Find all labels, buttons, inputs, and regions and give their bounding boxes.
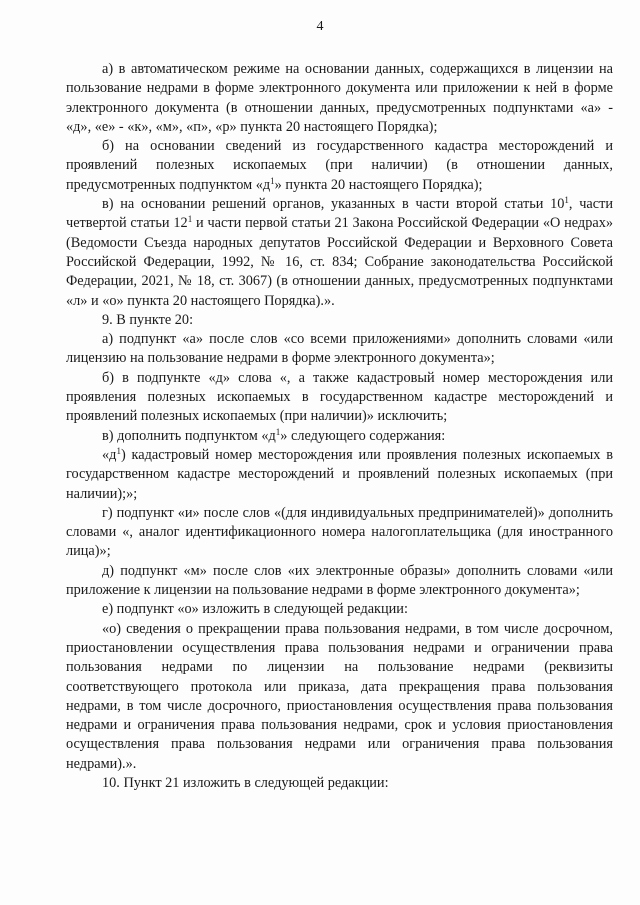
paragraph-d1-content: «$д^1$) кадастровый номер месторождения или проявления полезных ископаемых в государственном кадастре месторождений и проявлений полезных ископаемых (при наличии);»;	[66, 445, 613, 502]
paragraph-9b: б) в подпункте «д» слова «, а также кадастровый номер месторождения или проявления полезных ископаемых в государственном кадастре месторождений и проявлений полезных ископаемых (при наличии)» исключить;	[66, 369, 613, 425]
paragraph-9d: д) подпункт «м» после слов «их электронные образы» дополнить словами «или приложение к лицензии на пользование недрами в форме электронного документа»;	[66, 562, 613, 599]
paragraph-item-9: 9. В пункте 20:	[102, 311, 194, 328]
paragraph-9g: г) подпункт «и» после слов «(для индивидуальных предпринимателей)» дополнить словами «, аналог идентификационного номера налогоплательщика (для иностранного лица)»;	[66, 504, 613, 560]
paragraph-item-10: 10. Пункт 21 изложить в следующей редакции:	[102, 774, 389, 791]
paragraph-9v: в) дополнить подпунктом «$д^1$» следующего содержания:	[102, 426, 446, 444]
paragraph-v-decisions: в) на основании решений органов, указанных в части второй статьи $10^1$, части четвертой статьи $12^1$ и части первой статьи 21 Закона Российской Федерации «О недрах» (Ведомости Съезда народных депутатов Российской Федерации и Верховного Совета Российской Федерации, 1992, № 16, ст. 834; Собрание законодательства Российской Федерации, 2021, № 18, ст. 3067) (в отношении данных, предусмотренных подпунктами «л» и «о» пункта 20 настоящего Порядка).».	[66, 195, 613, 309]
paragraph-o-content: «о) сведения о прекращении права пользования недрами, в том числе досрочном, приостановлении осуществления права пользования недрами и ограничении права пользования недрами по лицензии на пользование недрами (реквизиты соответствующего протокола или приказа, дата прекращения права пользования недрами, в том числе досрочного, приостановления осуществления права пользования недрами и ограничения права пользования недрами, срок и условия приостановления осуществления права пользования недрами или ограничения права пользования недрами).».	[66, 620, 613, 772]
paragraph-a-automatic: а) в автоматическом режиме на основании данных, содержащихся в лицензии на пользование недрами в форме электронного документа или приложении к ней в форме электронного документа (в отношении данных, предусмотренных подпунктами «а» - «д», «е» - «к», «м», «п», «р» пункта 20 настоящего Порядка);	[66, 61, 613, 135]
page-number: 4	[316, 19, 324, 34]
paragraph-9a: а) подпункт «а» после слов «со всеми приложениями» дополнить словами «или лицензию на пользование недрами в форме электронного документа»;	[66, 331, 613, 367]
paragraph-b-cadastre: б) на основании сведений из государственного кадастра месторождений и проявлений полезных ископаемых (при наличии) (в отношении данных, предусмотренных подпунктом «$д^1$» пункта 20 настоящего Порядка);	[66, 138, 613, 193]
paragraph-9e: е) подпункт «о» изложить в следующей редакции:	[102, 601, 408, 618]
document-body	[66, 60, 613, 793]
